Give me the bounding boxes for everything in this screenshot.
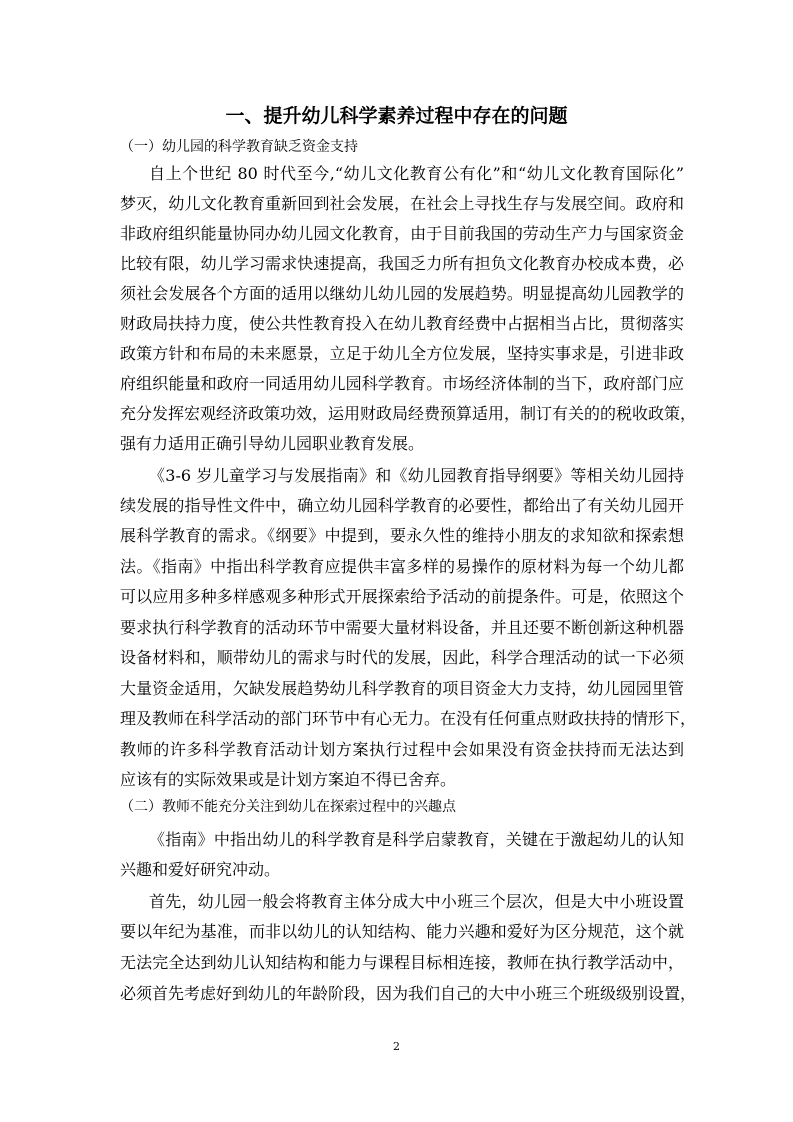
section-heading-1: （一）幼儿园的科学教育缺乏资金支持 <box>120 139 358 155</box>
text-line: 大量资金适用，欠缺发展趋势幼儿科学教育的项目资金大力支持，幼儿园园里管 <box>120 679 684 698</box>
text-line: 要以年纪为基准，而非以幼儿的认知结构、能力兴趣和爱好为区分规范，这个就 <box>120 922 684 941</box>
text-line: 可以应用多种多样感观多种形式开展探索给予活动的前提条件。可是，依照这个 <box>120 587 684 606</box>
text-line: 兴趣和爱好研究冲动。 <box>120 860 281 879</box>
text-line: 必须首先考虑好到幼儿的年龄阶段，因为我们自己的大中小班三个班级级别设置， <box>120 984 697 1003</box>
text-line: 《指南》中指出幼儿的科学教育是科学启蒙教育，关键在于激起幼儿的认知 <box>149 830 684 849</box>
text-line: 充分发挥宏观经济政策功效，运用财政局经费预算适用，制订有关的的税收政策， <box>120 404 697 423</box>
text-line: 无法完全达到幼儿认知结构和能力与课程目标相连接，教师在执行教学活动中， <box>120 953 684 972</box>
text-line: 《3-6 岁儿童学习与发展指南》和《幼儿园教育指导纲要》等相关幼儿园持 <box>149 466 684 485</box>
text-line: 府组织能量和政府一同适用幼儿园科学教育。市场经济体制的当下，政府部门应 <box>120 374 684 393</box>
text-line: 要求执行科学教育的活动环节中需要大量材料设备，并且还要不断创新这种机器 <box>120 618 684 637</box>
text-line: 教师的许多科学教育活动计划方案执行过程中会如果没有资金扶持而无法达到 <box>120 740 684 759</box>
text-line: 设备材料和，顺带幼儿的需求与时代的发展，因此，科学合理活动的试一下必须 <box>120 648 684 667</box>
text-line: 展科学教育的需求。《纲要》中提到，要永久性的维持小朋友的求知欲和探索想 <box>120 526 684 545</box>
page-title: 一、提升幼儿科学素养过程中存在的问题 <box>225 105 568 127</box>
text-line: 须社会发展各个方面的适用以继幼儿幼儿园的发展趋势。明显提高幼儿园教学的 <box>120 284 684 303</box>
text-line: 非政府组织能量协同办幼儿园文化教育，由于目前我国的劳动生产力与国家资金 <box>120 224 684 243</box>
text-line: 政策方针和布局的未来愿景，立足于幼儿全方位发展，坚持实事求是，引进非政 <box>120 344 684 363</box>
text-line: 强有力适用正确引导幼儿园职业教育发展。 <box>120 434 425 453</box>
text-line: 比较有限，幼儿学习需求快速提高，我国乏力所有担负文化教育办校成本费，必 <box>120 254 684 273</box>
text-line: 首先，幼儿园一般会将教育主体分成大中小班三个层次，但是大中小班设置 <box>149 892 684 911</box>
section-heading-2: （二）教师不能充分关注到幼儿在探索过程中的兴趣点 <box>120 799 456 815</box>
text-line: 财政局扶持力度，使公共性教育投入在幼儿教育经费中占据相当占比，贯彻落实 <box>120 314 684 333</box>
text-line: 法。《指南》中指出科学教育应提供丰富多样的易操作的原材料为每一个幼儿都 <box>120 557 684 576</box>
text-line: 理及教师在科学活动的部门环节中有心无力。在没有任何重点财政扶持的情形下， <box>120 709 697 728</box>
page-number: 2 <box>393 1040 400 1053</box>
text-line: 梦灭，幼儿文化教育重新回到社会发展，在社会上寻找生存与发展空间。政府和 <box>120 194 684 213</box>
text-line: 续发展的指导性文件中，确立幼儿园科学教育的必要性，都给出了有关幼儿园开 <box>120 496 684 515</box>
text-line: 自上个世纪 80 时代至今,“幼儿文化教育公有化”和“幼儿文化教育国际化” <box>149 164 684 183</box>
text-line: 应该有的实际效果或是计划方案迫不得已舍弃。 <box>120 770 457 789</box>
